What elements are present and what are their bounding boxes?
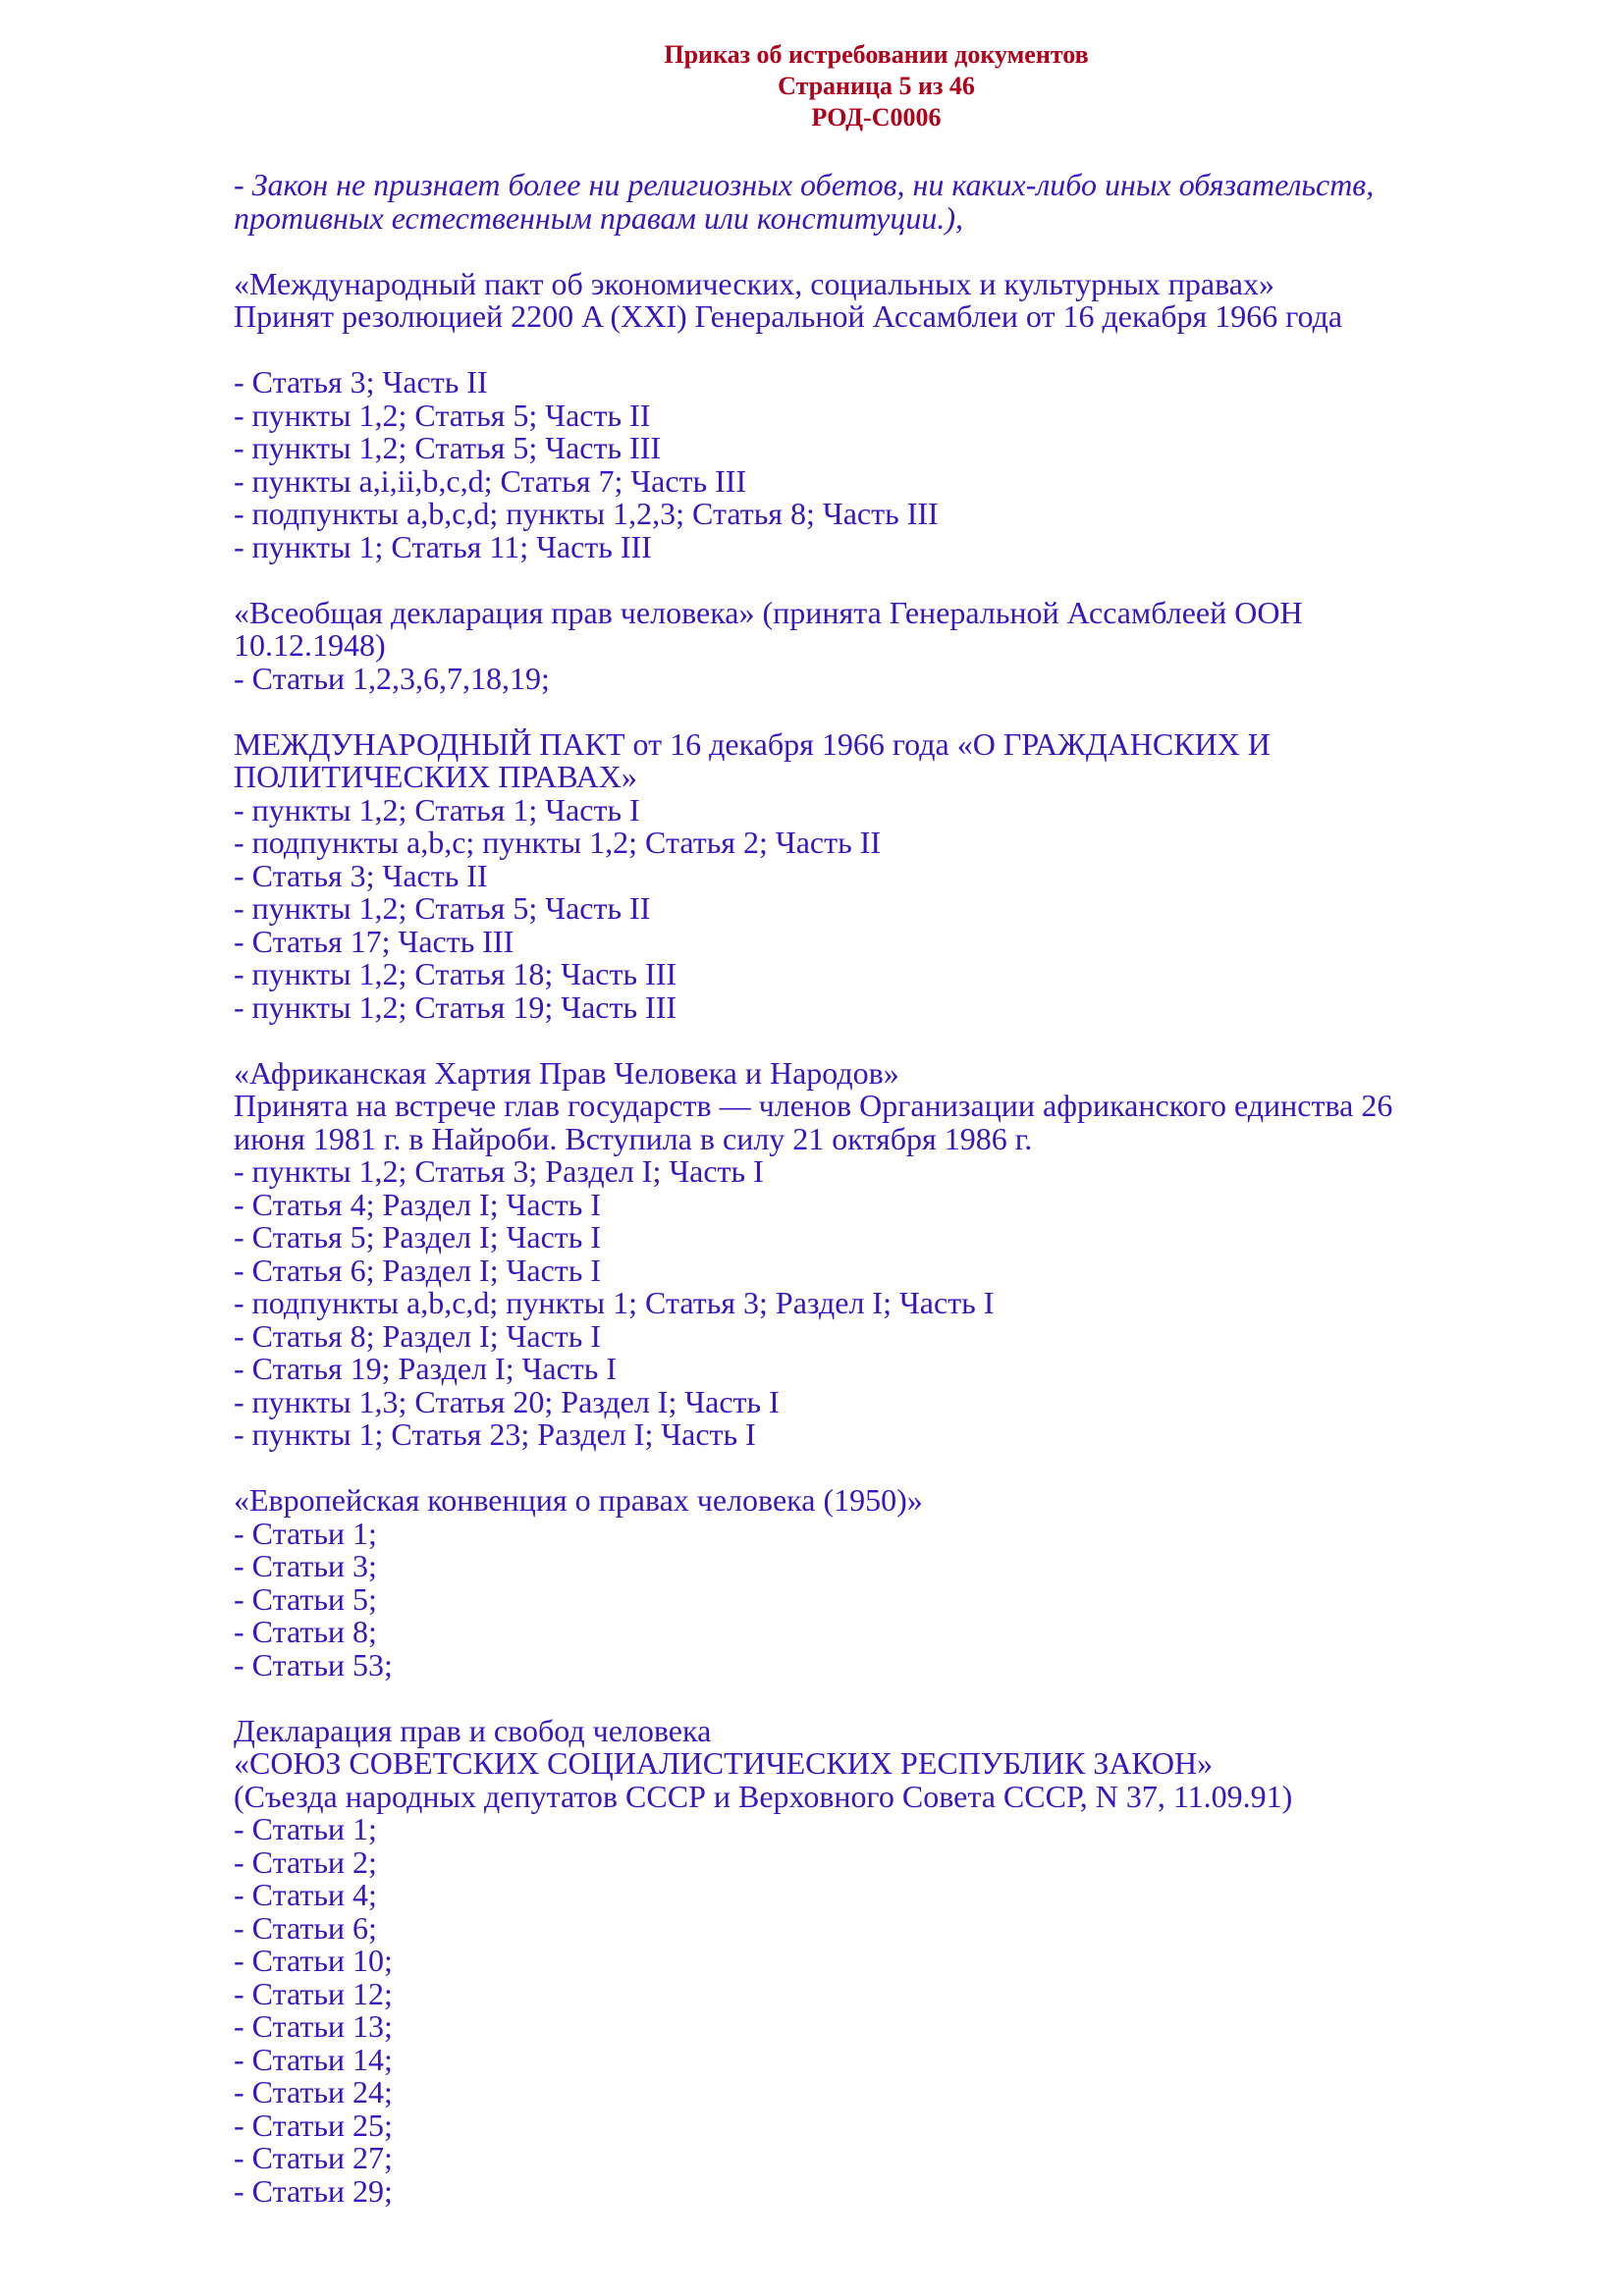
section-heading-line: «СОЮЗ СОВЕТСКИХ СОЦИАЛИСТИЧЕСКИХ РЕСПУБЛИК ЗАКОН»: [234, 1745, 1214, 1781]
law-section: [234, 1712, 1510, 2209]
section-spacer: [234, 1024, 1510, 1057]
article-reference: - Статьи 24;: [234, 2074, 393, 2109]
article-reference: - пункты 1,3; Статья 20; Раздел I; Часть I: [234, 1383, 780, 1419]
article-reference: - Статья 8; Раздел I; Часть I: [234, 1317, 602, 1354]
article-reference: - Статьи 27;: [234, 2140, 393, 2175]
intro-quote: [234, 169, 1510, 235]
section-spacer: [234, 563, 1510, 597]
article-reference: - подпункты a,b,c; пункты 1,2; Статья 2; Часть II: [234, 825, 881, 860]
article-reference: - пункты 1,2; Статья 5; Часть II: [234, 890, 651, 926]
article-reference: - Статьи 4;: [234, 1877, 377, 1912]
law-section: [234, 594, 1510, 696]
article-reference: - Статьи 8;: [234, 1614, 377, 1649]
article-reference: - пункты 1,2; Статья 18; Часть III: [234, 956, 677, 991]
article-reference: - Статья 6; Раздел I; Часть I: [234, 1252, 602, 1288]
section-spacer: [234, 1452, 1510, 1485]
article-reference: - пункты 1,2; Статья 5; Часть III: [234, 430, 662, 465]
article-reference: - Статья 4; Раздел I; Часть I: [234, 1186, 602, 1222]
article-reference: - Статьи 1,2,3,6,7,18,19;: [234, 660, 550, 696]
article-reference: - подпункты a,b,c,d; пункты 1,2,3; Статья 8; Часть III: [234, 496, 939, 531]
article-reference: - пункты 1,2; Статья 1; Часть I: [234, 791, 640, 828]
section-heading-line: 10.12.1948): [234, 627, 386, 663]
article-reference: - пункты 1; Статья 23; Раздел I; Часть I: [234, 1416, 756, 1452]
article-reference: - Статьи 10;: [234, 1943, 393, 1978]
section-heading-line: МЕЖДУНАРОДНЫЙ ПАКТ от 16 декабря 1966 года «О ГРАЖДАНСКИХ И: [234, 725, 1271, 762]
article-reference: - пункты a,i,ii,b,c,d; Статья 7; Часть III: [234, 462, 747, 499]
section-spacer: [234, 235, 1510, 268]
section-heading-line: Принята на встрече глав государств — членов Организации африканского единства 26: [234, 1088, 1393, 1123]
section-heading-line: Декларация прав и свобод человека: [234, 1712, 712, 1748]
intro-line: противных естественным правам или конституции.),: [234, 199, 964, 236]
document-title: Приказ об истребовании документов: [664, 40, 1089, 69]
article-reference: - Статьи 25;: [234, 2107, 393, 2143]
article-reference: - Статьи 14;: [234, 2041, 393, 2077]
section-heading-line: «Всеобщая декларация прав человека» (принята Генеральной Ассамблеей ООН: [234, 594, 1303, 630]
section-heading-line: июня 1981 г. в Найроби. Вступила в силу 21 октября 1986 г.: [234, 1120, 1033, 1156]
heading-spacer: [234, 334, 1510, 367]
law-section: [234, 1054, 1510, 1452]
article-reference: - пункты 1,2; Статья 3; Раздел I; Часть I: [234, 1153, 764, 1189]
article-reference: - Статья 17; Часть III: [234, 923, 514, 959]
law-section: [234, 1484, 1510, 1682]
sections-list: [234, 235, 1510, 2208]
law-section: [234, 265, 1510, 564]
document-code: РОД-С0006: [811, 103, 942, 132]
section-heading-line: (Съезда народных депутатов СССР и Верховного Совета СССР, N 37, 11.09.91): [234, 1778, 1293, 1814]
article-reference: - Статья 19; Раздел I; Часть I: [234, 1351, 618, 1386]
article-reference: - Статьи 13;: [234, 2008, 393, 2044]
article-reference: - Статья 3; Часть II: [234, 857, 488, 893]
document-body: [234, 169, 1510, 2208]
page-header: [0, 39, 1624, 133]
section-heading-line: Принят резолюцией 2200 A (XXI) Генеральной Ассамблеи от 16 декабря 1966 года: [234, 298, 1343, 334]
section-heading-line: ПОЛИТИЧЕСКИХ ПРАВАХ»: [234, 759, 637, 794]
section-heading-line: «Международный пакт об экономических, социальных и культурных правах»: [234, 265, 1274, 301]
article-reference: - Статьи 3;: [234, 1548, 377, 1583]
article-reference: - Статья 3; Часть II: [234, 364, 488, 400]
article-reference: - Статьи 6;: [234, 1909, 377, 1946]
law-section: [234, 725, 1510, 1025]
page-number: Страница 5 из 46: [778, 72, 975, 100]
article-reference: - пункты 1; Статья 11; Часть III: [234, 528, 652, 564]
article-reference: - Статьи 12;: [234, 1975, 393, 2011]
article-reference: - Статья 5; Раздел I; Часть I: [234, 1219, 602, 1255]
section-spacer: [234, 1682, 1510, 1715]
section-heading-line: «Африканская Хартия Прав Человека и Народов»: [234, 1054, 899, 1091]
article-reference: - Статьи 29;: [234, 2172, 393, 2209]
intro-line: - Закон не признает более ни религиозных обетов, ни каких-либо иных обязательств,: [234, 167, 1375, 202]
article-reference: - Статьи 53;: [234, 1646, 393, 1682]
section-heading-line: «Европейская конвенция о правах человека (1950)»: [234, 1482, 923, 1518]
article-reference: - пункты 1,2; Статья 19; Часть III: [234, 988, 677, 1025]
article-reference: - подпункты a,b,c,d; пункты 1; Статья 3; Раздел I; Часть I: [234, 1285, 995, 1320]
article-reference: - Статьи 5;: [234, 1580, 377, 1617]
article-reference: - пункты 1,2; Статья 5; Часть II: [234, 397, 651, 433]
article-reference: - Статьи 2;: [234, 1843, 377, 1880]
article-reference: - Статьи 1;: [234, 1811, 377, 1846]
article-reference: - Статьи 1;: [234, 1515, 377, 1551]
section-spacer: [234, 695, 1510, 728]
